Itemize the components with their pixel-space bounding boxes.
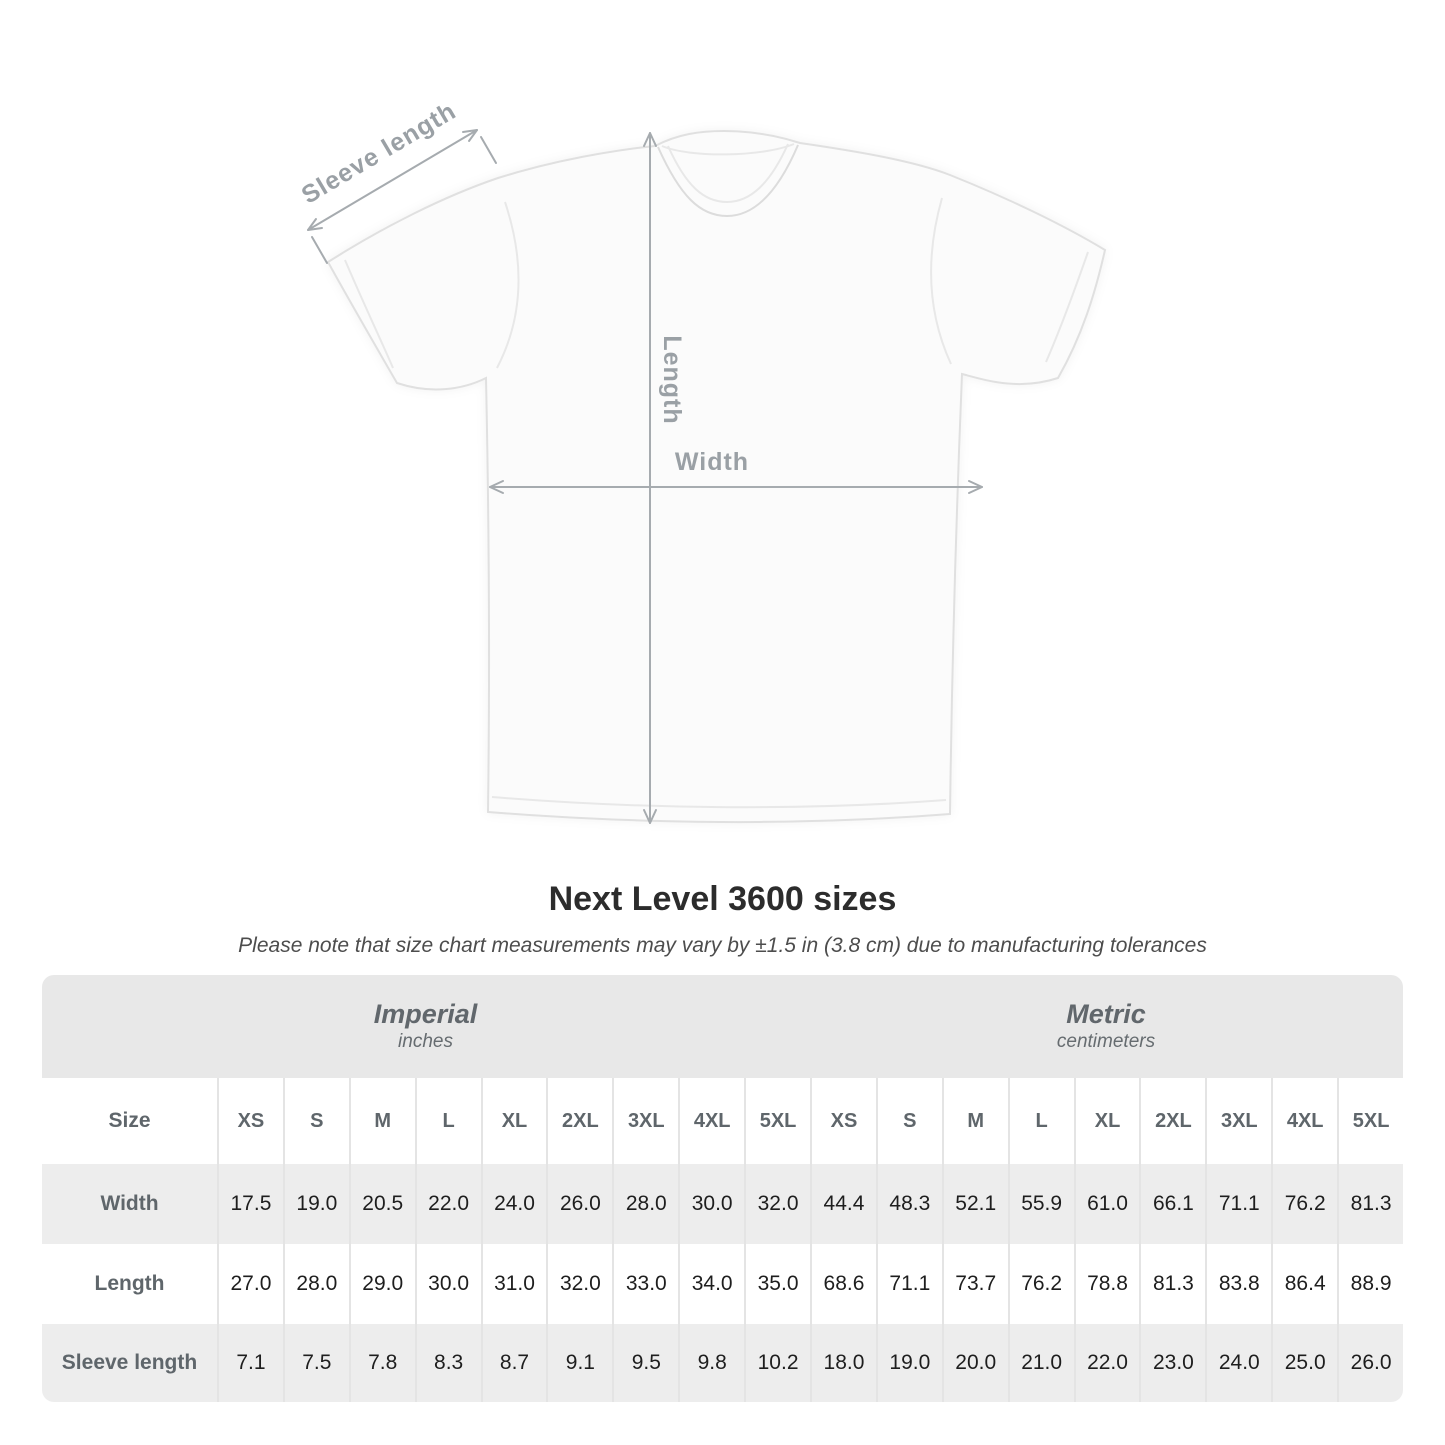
value-cell: 48.3 [876, 1164, 942, 1244]
value-cell: 66.1 [1139, 1164, 1205, 1244]
value-cell: 29.0 [349, 1244, 415, 1324]
value-cell: 21.0 [1008, 1324, 1074, 1402]
size-column-header: Size [108, 1109, 151, 1132]
table-row-width [42, 1164, 1403, 1244]
metric-label: Metric [1066, 998, 1146, 1029]
size-header-cell: 2XL [546, 1078, 612, 1164]
value-cell: 81.3 [1139, 1244, 1205, 1324]
value-cell: 24.0 [481, 1164, 547, 1244]
value-cell: 68.6 [810, 1244, 876, 1324]
metric-sublabel: centimeters [1056, 1031, 1156, 1053]
table-row-length [42, 1244, 1403, 1324]
value-cell: 8.7 [481, 1324, 547, 1402]
value-cell: 61.0 [1074, 1164, 1140, 1244]
value-cell: 7.1 [217, 1324, 283, 1402]
value-cell: 28.0 [612, 1164, 678, 1244]
value-cell: 76.2 [1008, 1244, 1074, 1324]
value-cell: 8.3 [415, 1324, 481, 1402]
tshirt-illustration [328, 131, 1105, 822]
unit-header-band [42, 975, 1403, 1078]
value-cell: 34.0 [678, 1244, 744, 1324]
size-header-cell: 3XL [612, 1078, 678, 1164]
size-header-cell: XL [481, 1078, 547, 1164]
value-cell: 83.8 [1205, 1244, 1271, 1324]
value-cell: 10.2 [744, 1324, 810, 1402]
size-header-cell: 3XL [1205, 1078, 1271, 1164]
size-header-cell: S [876, 1078, 942, 1164]
value-cell: 22.0 [1074, 1324, 1140, 1402]
size-header-cell: XS [810, 1078, 876, 1164]
row-label: Sleeve length [61, 1351, 198, 1374]
value-cell: 44.4 [810, 1164, 876, 1244]
value-cell: 71.1 [876, 1244, 942, 1324]
value-cell: 17.5 [217, 1164, 283, 1244]
value-cell: 24.0 [1205, 1324, 1271, 1402]
value-cell: 20.0 [942, 1324, 1008, 1402]
value-cell: 76.2 [1271, 1164, 1337, 1244]
value-cell: 26.0 [546, 1164, 612, 1244]
sleeve-length-label: Sleeve length [296, 96, 462, 210]
size-header-cell: M [349, 1078, 415, 1164]
size-header-cell: 4XL [678, 1078, 744, 1164]
page-title: Next Level 3600 sizes [548, 880, 897, 918]
tolerance-note: Please note that size chart measurements may vary by ±1.5 in (3.8 cm) due to manufacturing tolerances [238, 934, 1207, 957]
value-cell: 20.5 [349, 1164, 415, 1244]
size-header-cell: XS [217, 1078, 283, 1164]
width-label: Width [674, 448, 750, 476]
size-table [42, 975, 1403, 1402]
value-cell: 30.0 [678, 1164, 744, 1244]
size-header-cell: 4XL [1271, 1078, 1337, 1164]
table-row-sleeve-length [42, 1324, 1403, 1402]
size-header-cell: 5XL [1337, 1078, 1403, 1164]
value-cell: 52.1 [942, 1164, 1008, 1244]
value-cell: 9.5 [612, 1324, 678, 1402]
value-cell: 27.0 [217, 1244, 283, 1324]
row-label: Width [100, 1192, 159, 1215]
value-cell: 7.8 [349, 1324, 415, 1402]
value-cell: 88.9 [1337, 1244, 1403, 1324]
size-header-row [42, 1078, 1403, 1164]
row-label: Length [94, 1272, 165, 1295]
value-cell: 32.0 [744, 1164, 810, 1244]
size-header-cell: L [415, 1078, 481, 1164]
value-cell: 81.3 [1337, 1164, 1403, 1244]
value-cell: 33.0 [612, 1244, 678, 1324]
value-cell: 71.1 [1205, 1164, 1271, 1244]
value-cell: 18.0 [810, 1324, 876, 1402]
value-cell: 25.0 [1271, 1324, 1337, 1402]
size-header-cell: S [283, 1078, 349, 1164]
value-cell: 26.0 [1337, 1324, 1403, 1402]
value-cell: 86.4 [1271, 1244, 1337, 1324]
value-cell: 78.8 [1074, 1244, 1140, 1324]
size-header-cell: 5XL [744, 1078, 810, 1164]
imperial-sublabel: inches [398, 1031, 453, 1053]
size-header-cell: XL [1074, 1078, 1140, 1164]
value-cell: 31.0 [481, 1244, 547, 1324]
value-cell: 23.0 [1139, 1324, 1205, 1402]
value-cell: 55.9 [1008, 1164, 1074, 1244]
metric-header [809, 975, 1403, 1078]
size-header-cell: M [942, 1078, 1008, 1164]
size-header-cell: L [1008, 1078, 1074, 1164]
imperial-header [42, 975, 809, 1078]
value-cell: 35.0 [744, 1244, 810, 1324]
value-cell: 28.0 [283, 1244, 349, 1324]
value-cell: 22.0 [415, 1164, 481, 1244]
value-cell: 32.0 [546, 1244, 612, 1324]
value-cell: 9.1 [546, 1324, 612, 1402]
value-cell: 19.0 [283, 1164, 349, 1244]
value-cell: 73.7 [942, 1244, 1008, 1324]
value-cell: 30.0 [415, 1244, 481, 1324]
value-cell: 7.5 [283, 1324, 349, 1402]
size-header-cell: 2XL [1139, 1078, 1205, 1164]
value-cell: 19.0 [876, 1324, 942, 1402]
length-label: Length [658, 335, 686, 425]
value-cell: 9.8 [678, 1324, 744, 1402]
imperial-label: Imperial [373, 998, 478, 1029]
